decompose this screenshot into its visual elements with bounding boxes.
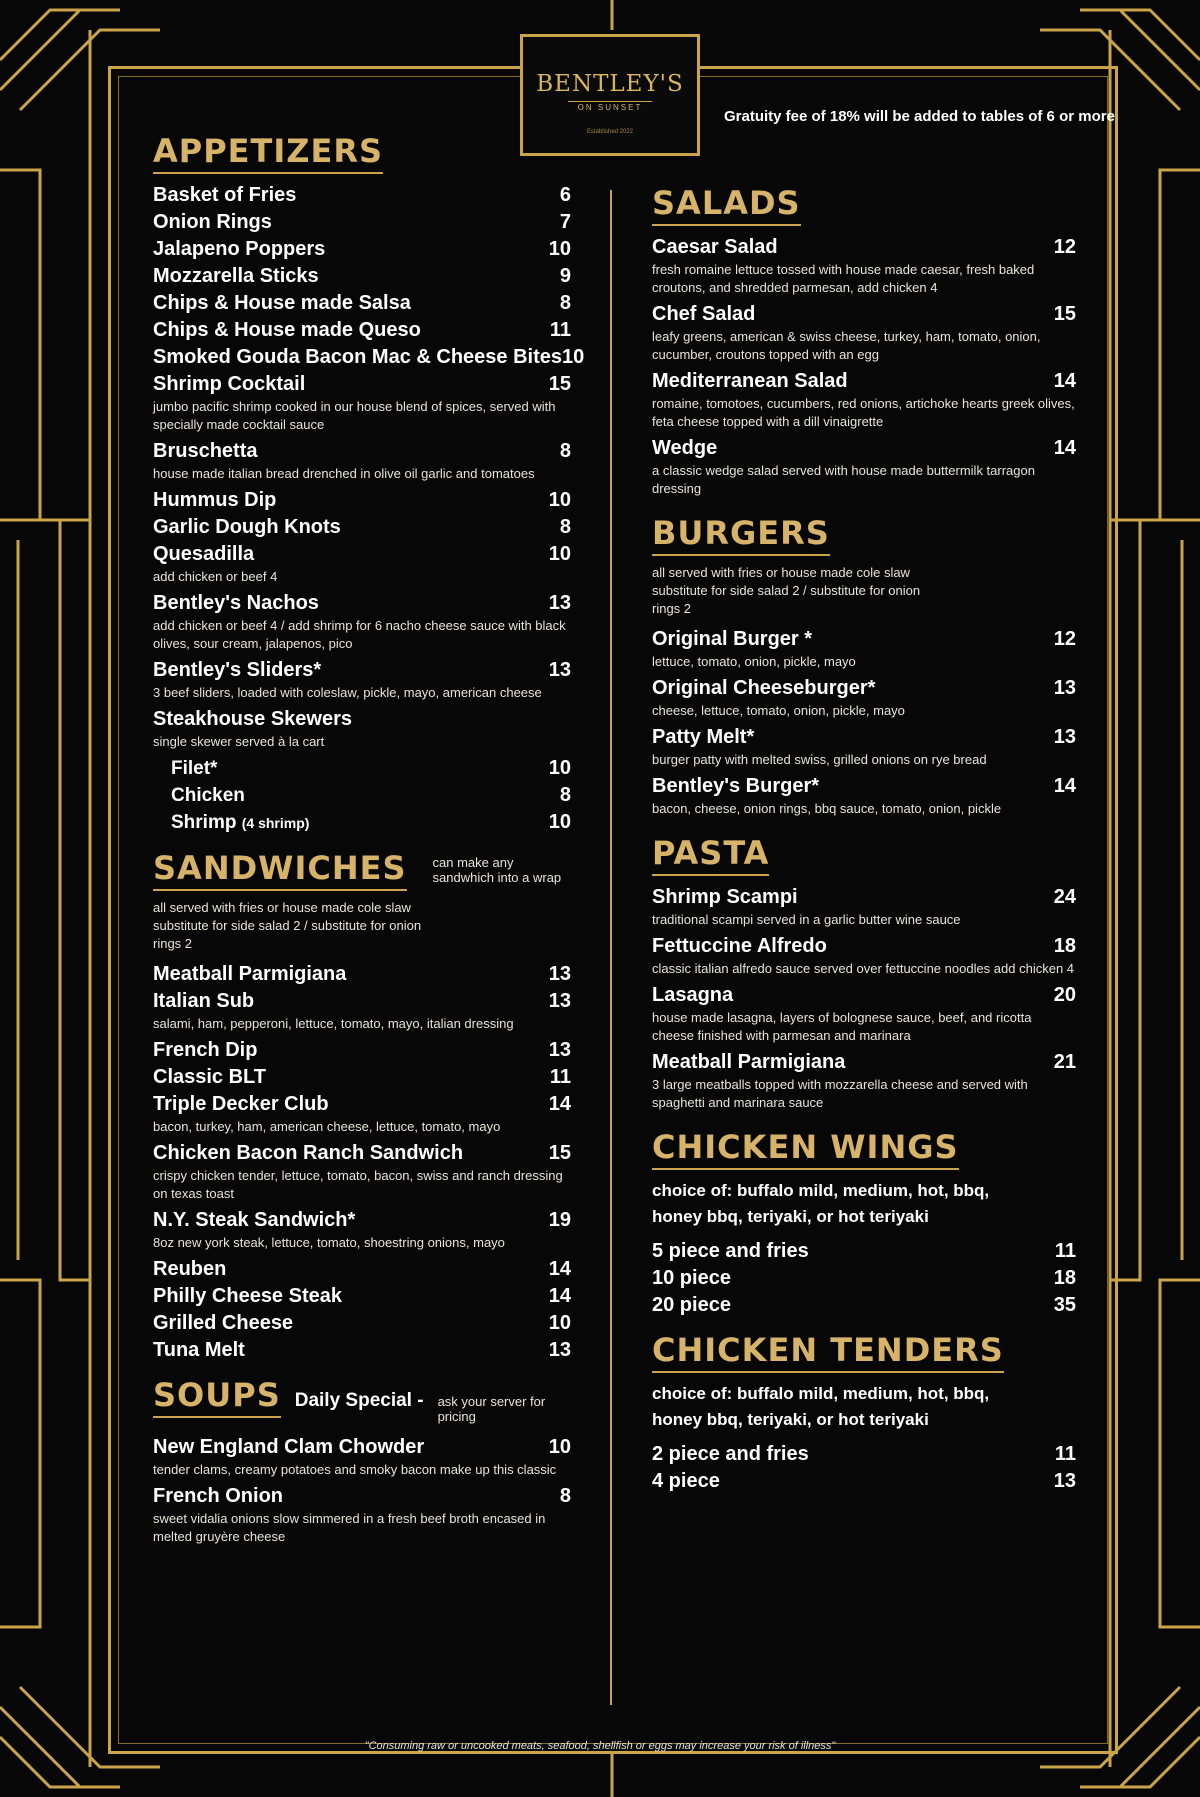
menu-item (153, 1140, 571, 1167)
item-price: 11 (549, 319, 571, 341)
soups-header (153, 1376, 571, 1424)
item-price: 35 (1053, 1294, 1076, 1316)
item-price: 14 (1053, 370, 1076, 392)
item-name (171, 755, 217, 782)
item-name: Chef Salad (652, 303, 756, 325)
item-name: Original Cheeseburger* (652, 677, 876, 699)
section-title-burgers: BURGERS (652, 514, 830, 556)
item-price: 13 (548, 659, 571, 681)
item-name: Bentley's Sliders* (153, 659, 322, 681)
item-name: Chips & House made Queso (153, 319, 421, 341)
option-name: Shrimp (171, 812, 237, 833)
item-price: 14 (1053, 437, 1076, 459)
item-name: 5 piece and fries (652, 1240, 809, 1262)
menu-item (652, 884, 1076, 911)
item-name: Chips & House made Salsa (153, 292, 411, 314)
menu-item (153, 514, 571, 541)
brand-established: Established 2022 (586, 129, 634, 135)
item-price: 13 (548, 1339, 571, 1361)
soups-list (153, 1434, 571, 1546)
pasta-header (652, 834, 1076, 876)
skewers-block (153, 706, 571, 837)
item-name: New England Clam Chowder (153, 1436, 425, 1458)
menu-item (153, 961, 571, 988)
item-description: lettuce, tomato, onion, pickle, mayo (652, 654, 856, 669)
item-name: 2 piece and fries (652, 1443, 809, 1465)
item-description: bacon, turkey, ham, american cheese, lettuce, tomato, mayo (153, 1119, 501, 1134)
menu-item (153, 1283, 571, 1310)
menu-item (652, 1441, 1076, 1468)
menu-item (153, 1091, 571, 1118)
menu-item (153, 182, 571, 209)
menu-item (652, 1265, 1076, 1292)
daily-special-note: ask your server for pricing (437, 1394, 546, 1424)
item-price: 11 (1054, 1443, 1076, 1465)
salads-list (652, 234, 1076, 498)
item-price: 13 (548, 963, 571, 985)
item-price: 14 (1053, 775, 1076, 797)
item-price: 10 (548, 489, 571, 511)
item-description: crispy chicken tender, lettuce, tomato, bacon, swiss and ranch dressing on texas toast (153, 1168, 563, 1201)
menu-item (652, 368, 1076, 395)
menu-item (652, 234, 1076, 261)
item-name: Lasagna (652, 984, 734, 1006)
menu-item (153, 438, 571, 465)
item-description: house made italian bread drenched in olive oil garlic and tomatoes (153, 466, 535, 481)
sandwiches-header (153, 849, 571, 891)
menu-item (153, 1037, 571, 1064)
menu-item (153, 344, 585, 371)
item-name: Mozzarella Sticks (153, 265, 319, 287)
item-description: burger patty with melted swiss, grilled onions on rye bread (652, 752, 987, 767)
item-description: 3 large meatballs topped with mozzarella cheese and served with spaghetti and marinara sauce (652, 1077, 1028, 1110)
item-name: N.Y. Steak Sandwich* (153, 1209, 356, 1231)
item-price: 13 (1053, 677, 1076, 699)
item-description: add chicken or beef 4 / add shrimp for 6 nacho cheese sauce with black olives, sour cream, jalapenos, pico (153, 618, 566, 651)
item-price: 12 (1053, 236, 1076, 258)
tenders-intro: choice of: buffalo mild, medium, hot, bbq, honey bbq, teriyaki, or hot teriyaki (652, 1384, 990, 1429)
item-name: Tuna Melt (153, 1339, 245, 1361)
brand-tagline: ON SUNSET (568, 101, 653, 113)
item-price: 10 (548, 1312, 571, 1334)
item-name: French Dip (153, 1039, 258, 1061)
item-description: house made lasagna, layers of bolognese sauce, beef, and ricotta cheese finished with parmesan and marinara (652, 1010, 1032, 1043)
item-price: 11 (1054, 1240, 1076, 1262)
item-name (171, 782, 245, 809)
item-name: French Onion (153, 1485, 283, 1507)
item-name: Onion Rings (153, 211, 272, 233)
item-description: 8oz new york steak, lettuce, tomato, shoestring onions, mayo (153, 1235, 505, 1250)
section-title-sandwiches: SANDWICHES (153, 849, 407, 891)
menu-item (153, 657, 571, 684)
item-description: jumbo pacific shrimp cooked in our house blend of spices, served with specially made cocktail sauce (153, 399, 556, 432)
section-title-soups: SOUPS (153, 1376, 281, 1418)
item-description: 3 beef sliders, loaded with coleslaw, pickle, mayo, american cheese (153, 685, 542, 700)
item-name: Meatball Parmigiana (153, 963, 347, 985)
item-price: 15 (1053, 303, 1076, 325)
menu-item (153, 1483, 571, 1510)
item-price: 24 (1053, 886, 1076, 908)
item-price: 13 (548, 592, 571, 614)
item-price: 18 (1053, 935, 1076, 957)
brand-name: BENTLEY'S (536, 71, 684, 97)
item-name: Classic BLT (153, 1066, 266, 1088)
item-price: 15 (548, 373, 571, 395)
item-price: 13 (548, 1039, 571, 1061)
item-price: 9 (559, 265, 571, 287)
menu-item (153, 236, 571, 263)
item-price: 15 (548, 1142, 571, 1164)
item-name: Original Burger * (652, 628, 813, 650)
option-name: Chicken (171, 785, 245, 806)
item-description: leafy greens, american & swiss cheese, turkey, ham, tomato, onion, cucumber, croutons topped with an egg (652, 329, 1041, 362)
wings-intro: choice of: buffalo mild, medium, hot, bbq, honey bbq, teriyaki, or hot teriyaki (652, 1181, 990, 1226)
consumer-advisory: "Consuming raw or uncooked meats, seafood, shellfish or eggs may increase your risk of illness" (364, 1740, 836, 1752)
item-price: 10 (548, 238, 571, 260)
item-price: 11 (549, 1066, 571, 1088)
salads-header (652, 184, 1076, 226)
item-name (171, 809, 309, 837)
item-price: 19 (548, 1209, 571, 1231)
menu-item (652, 626, 1076, 653)
item-name: Basket of Fries (153, 184, 297, 206)
menu-item (153, 1256, 571, 1283)
item-name: 10 piece (652, 1267, 731, 1289)
item-description: fresh romaine lettuce tossed with house made caesar, fresh baked croutons, and shredded parmesan, add chicken 4 (652, 262, 1035, 295)
tenders-header (652, 1331, 1076, 1373)
item-price: 8 (559, 516, 571, 538)
sandwiches-wrap-note: can make any sandwhich into a wrap (432, 855, 562, 885)
wings-header (652, 1128, 1076, 1170)
menu-item (652, 435, 1076, 462)
item-name: 20 piece (652, 1294, 731, 1316)
sandwiches-list (153, 961, 571, 1364)
gratuity-note: Gratuity fee of 18% will be added to tables of 6 or more (724, 108, 1115, 125)
item-price: 18 (1053, 1267, 1076, 1289)
menu-item (153, 706, 571, 733)
item-name: Hummus Dip (153, 489, 277, 511)
menu-item (153, 209, 571, 236)
item-name: Shrimp Cocktail (153, 373, 306, 395)
item-description: salami, ham, pepperoni, lettuce, tomato, mayo, italian dressing (153, 1016, 514, 1031)
item-price: 14 (548, 1093, 571, 1115)
column-divider (610, 190, 612, 1705)
item-name: Reuben (153, 1258, 227, 1280)
item-price: 13 (1053, 726, 1076, 748)
menu-item (652, 1468, 1076, 1495)
right-column (652, 184, 1076, 1495)
burgers-header (652, 514, 1076, 556)
skewer-option (153, 782, 571, 809)
item-description: cheese, lettuce, tomato, onion, pickle, mayo (652, 703, 905, 718)
menu-item (652, 933, 1076, 960)
item-price: 14 (548, 1285, 571, 1307)
item-price: 8 (559, 784, 571, 806)
option-name: Filet* (171, 758, 218, 779)
item-description: sweet vidalia onions slow simmered in a fresh beef broth encased in melted gruyère cheese (153, 1511, 546, 1544)
item-name: Shrimp Scampi (652, 886, 798, 908)
menu-item (153, 290, 571, 317)
skewer-option (153, 755, 571, 782)
appetizers-header (153, 132, 571, 174)
section-title-pasta: PASTA (652, 834, 769, 876)
skewer-options (153, 755, 571, 837)
daily-special-label: Daily Special - (294, 1390, 424, 1411)
menu-item (153, 1310, 571, 1337)
item-price: 21 (1053, 1051, 1076, 1073)
item-name: Bentley's Burger* (652, 775, 820, 797)
section-title-chicken-tenders: CHICKEN TENDERS (652, 1331, 1004, 1373)
bentleys-logo (520, 34, 700, 156)
item-price: 8 (559, 440, 571, 462)
menu-item (652, 724, 1076, 751)
item-name: Triple Decker Club (153, 1093, 329, 1115)
menu-item (153, 1337, 571, 1364)
menu-item (652, 301, 1076, 328)
item-description: tender clams, creamy potatoes and smoky bacon make up this classic (153, 1462, 557, 1477)
pasta-list (652, 884, 1076, 1112)
burgers-intro: all served with fries or house made cole slaw substitute for side salad 2 / substitute for onion rings 2 (652, 565, 921, 616)
item-name: Wedge (652, 437, 718, 459)
item-price: 13 (1053, 1470, 1076, 1492)
menu-item (153, 1064, 571, 1091)
item-description: classic italian alfredo sauce served over fettuccine noodles add chicken 4 (652, 961, 1075, 976)
item-name: Grilled Cheese (153, 1312, 294, 1334)
menu-item (153, 487, 571, 514)
item-name: Garlic Dough Knots (153, 516, 341, 538)
menu-item (153, 590, 571, 617)
skewer-option (153, 809, 571, 837)
appetizers-list (153, 182, 585, 702)
item-price: 10 (548, 811, 571, 833)
menu-item (153, 1207, 571, 1234)
item-name: Bruschetta (153, 440, 258, 462)
item-price: 12 (1053, 628, 1076, 650)
sandwiches-intro: all served with fries or house made cole slaw substitute for side salad 2 / substitute for onion rings 2 (153, 900, 422, 951)
item-price: 6 (559, 184, 571, 206)
menu-item (153, 371, 571, 398)
menu-item (652, 675, 1076, 702)
item-name: Steakhouse Skewers (153, 708, 352, 730)
item-name: Philly Cheese Steak (153, 1285, 342, 1307)
tenders-list (652, 1441, 1076, 1495)
item-name: Jalapeno Poppers (153, 238, 326, 260)
menu-item (153, 541, 571, 568)
item-price: 8 (559, 292, 571, 314)
item-name: Chicken Bacon Ranch Sandwich (153, 1142, 464, 1164)
item-name: Fettuccine Alfredo (652, 935, 827, 957)
section-title-appetizers: APPETIZERS (153, 132, 383, 174)
burgers-list (652, 626, 1076, 818)
item-name: Mediterranean Salad (652, 370, 848, 392)
left-column (153, 132, 585, 1550)
option-note: (4 shrimp) (241, 815, 310, 831)
menu-item (153, 263, 571, 290)
menu-item (652, 982, 1076, 1009)
section-title-chicken-wings: CHICKEN WINGS (652, 1128, 959, 1170)
item-name: Smoked Gouda Bacon Mac & Cheese Bites (153, 346, 563, 368)
menu-item (153, 988, 571, 1015)
item-price: 10 (548, 543, 571, 565)
menu-item (153, 1434, 571, 1461)
item-price: 10 (548, 1436, 571, 1458)
item-name: Meatball Parmigiana (652, 1051, 846, 1073)
item-description: a classic wedge salad served with house made buttermilk tarragon dressing (652, 463, 1035, 496)
item-name: Bentley's Nachos (153, 592, 319, 614)
item-name: Patty Melt* (652, 726, 755, 748)
item-price: 7 (559, 211, 571, 233)
item-description: traditional scampi served in a garlic butter wine sauce (652, 912, 961, 927)
item-price: 13 (548, 990, 571, 1012)
menu-item (652, 773, 1076, 800)
menu-item (652, 1049, 1076, 1076)
item-price: 10 (548, 757, 571, 779)
item-name: Quesadilla (153, 543, 255, 565)
wings-list (652, 1238, 1076, 1319)
item-price: 10 (562, 346, 585, 368)
item-description: romaine, tomotoes, cucumbers, red onions, artichoke hearts greek olives, feta cheese topped with a dill vinaigrette (652, 396, 1075, 429)
item-name: 4 piece (652, 1470, 720, 1492)
item-price: 8 (559, 1485, 571, 1507)
item-description: single skewer served à la cart (153, 734, 325, 749)
item-price: 14 (548, 1258, 571, 1280)
section-title-salads: SALADS (652, 184, 801, 226)
menu-item (652, 1292, 1076, 1319)
item-name: Italian Sub (153, 990, 255, 1012)
menu-item (652, 1238, 1076, 1265)
menu-item (153, 317, 571, 344)
item-name: Caesar Salad (652, 236, 778, 258)
item-description: bacon, cheese, onion rings, bbq sauce, tomato, onion, pickle (652, 801, 1002, 816)
item-description: add chicken or beef 4 (153, 569, 278, 584)
item-price: 20 (1053, 984, 1076, 1006)
